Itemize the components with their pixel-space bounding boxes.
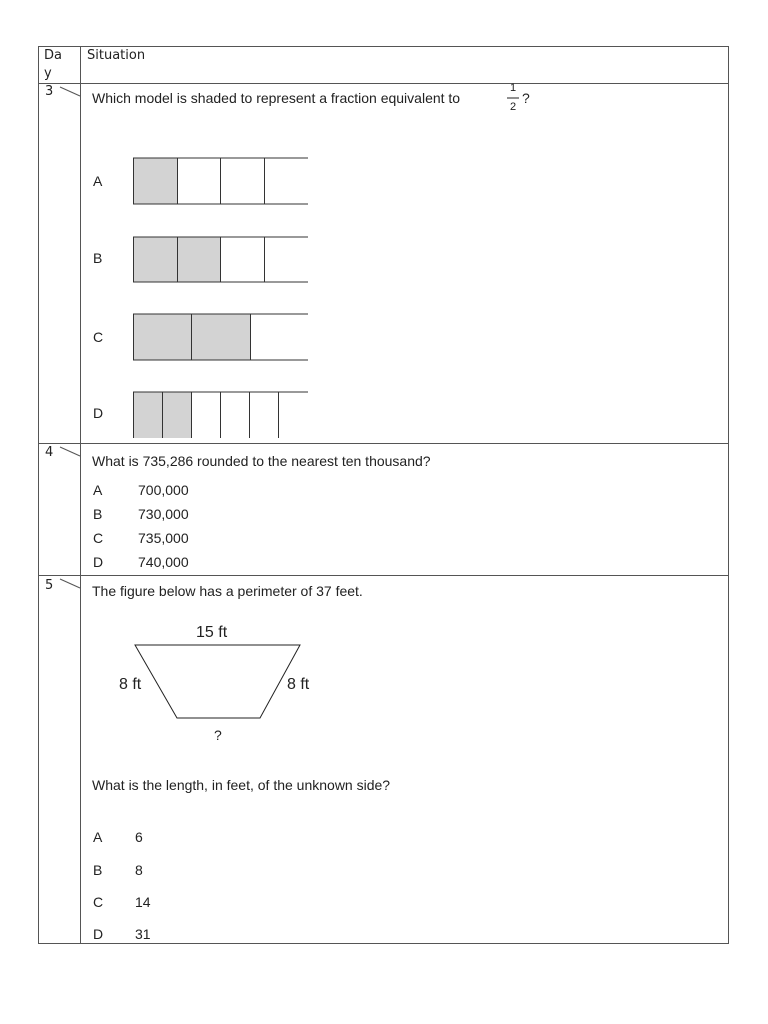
option-label-d: D (93, 554, 104, 570)
option5-label-b: B (93, 862, 103, 878)
option-value-a: 700,000 (138, 482, 189, 498)
figure-top-label: 15 ft (196, 624, 228, 641)
option5-label-d: D (93, 926, 104, 942)
option-label-a: A (93, 482, 103, 498)
figure-bottom-label: ? (214, 727, 222, 743)
row-day-4: 4 (45, 445, 54, 460)
fraction-numerator: 1 (510, 82, 517, 94)
header-day-line1: Da (44, 48, 62, 63)
model-label-b: B (93, 250, 103, 266)
option5-value-b: 8 (135, 862, 143, 878)
option5-label-c: C (93, 894, 104, 910)
option5-value-c: 14 (135, 894, 151, 910)
option-value-d: 740,000 (138, 554, 189, 570)
question-fraction-text: Which model is shaded to represent a fraction equivalent to (92, 90, 461, 106)
model-label-d: D (93, 405, 104, 421)
option-label-b: B (93, 506, 103, 522)
model-label-a: A (93, 173, 103, 189)
question-mark: ? (522, 90, 530, 106)
header-day-line2: y (44, 66, 52, 81)
option-value-c: 735,000 (138, 530, 189, 546)
figure-left-label: 8 ft (119, 676, 142, 693)
option5-value-d: 31 (135, 926, 151, 942)
option-label-c: C (93, 530, 104, 546)
question-unknown-side: What is the length, in feet, of the unknown side? (92, 777, 391, 793)
figure-right-label: 8 ft (287, 676, 310, 693)
row-day-3: 3 (45, 84, 54, 99)
option5-value-a: 6 (135, 829, 143, 845)
fraction-denominator: 2 (510, 101, 517, 113)
option-value-b: 730,000 (138, 506, 189, 522)
question-perimeter: The figure below has a perimeter of 37 feet. (92, 583, 363, 599)
option5-label-a: A (93, 829, 103, 845)
trapezoid-shape (135, 645, 300, 718)
model-label-c: C (93, 329, 104, 345)
row-day-5: 5 (45, 578, 54, 593)
header-situation: Situation (87, 48, 146, 63)
question-rounding: What is 735,286 rounded to the nearest ten thousand? (92, 453, 431, 469)
